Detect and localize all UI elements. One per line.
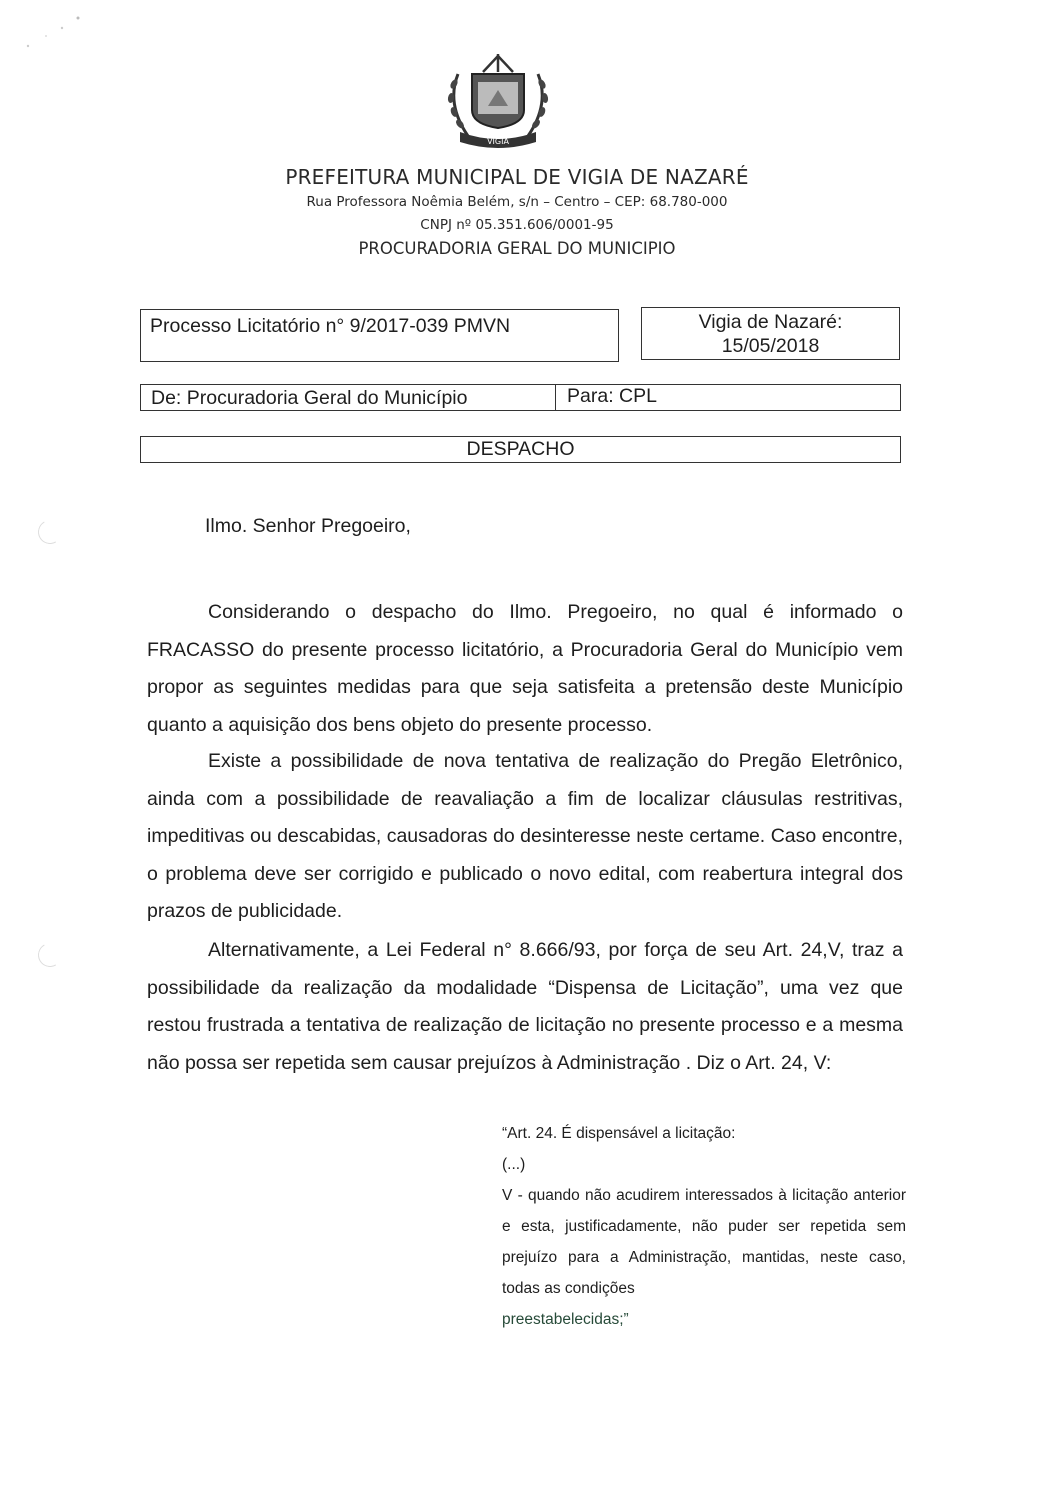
salutation: Ilmo. Senhor Pregoeiro,	[205, 515, 411, 537]
place-date-box	[641, 307, 900, 360]
field-divider	[555, 385, 556, 410]
scan-specks	[20, 10, 90, 50]
quote-line: V - quando não acudirem interessados à licitação anterior e esta, justificadamente, não puder ser repetida sem prejuízo para a Administração, mantidas, neste caso, todas as condições	[502, 1187, 906, 1297]
municipality-title: PREFEITURA MUNICIPAL DE VIGIA DE NAZARÉ	[285, 165, 749, 189]
quote-line: “Art. 24. É dispensável a licitação:	[502, 1125, 736, 1142]
from-field: De: Procuradoria Geral do Município	[151, 387, 468, 409]
punch-hole-mark	[35, 517, 64, 546]
body-paragraph	[147, 594, 903, 744]
to-field: Para: CPL	[567, 385, 657, 407]
body-paragraph-text: Alternativamente, a Lei Federal n° 8.666/93, por força de seu Art. 24,V, traz a possibilidade da realização da modalidade “Dispensa de Licitação”, uma vez que restou frustrada a tentativa de realização de licitação no presente processo e a mesma não possa ser repetida sem causar prejuízos à Administração . Diz o Art. 24, V:	[147, 939, 903, 1074]
quote-line: (...)	[502, 1156, 526, 1173]
body-paragraph	[147, 932, 903, 1082]
document-type: DESPACHO	[466, 438, 575, 460]
punch-hole-mark	[35, 940, 64, 969]
body-paragraph-text: Considerando o despacho do Ilmo. Pregoeiro, no qual é informado o FRACASSO do presente processo licitatório, a Procuradoria Geral do Município vem propor as seguintes medidas para que seja satisfeita a pretensão deste Município quanto a aquisição dos bens objeto do presente processo.	[147, 601, 903, 736]
crest-banner-text: VIGIA	[487, 137, 509, 146]
department-name: PROCURADORIA GERAL DO MUNICIPIO	[358, 239, 676, 258]
body-paragraph	[147, 743, 903, 931]
document-type-box	[140, 436, 901, 463]
municipality-address: Rua Professora Noêmia Belém, s/n – Centro – CEP: 68.780-000	[306, 194, 728, 210]
legal-quote	[502, 1118, 906, 1335]
process-number: Processo Licitatório n° 9/2017-039 PMVN	[150, 315, 511, 337]
quote-line: preestabelecidas;”	[502, 1311, 629, 1328]
document-date: 15/05/2018	[721, 335, 820, 357]
body-paragraph-text: Existe a possibilidade de nova tentativa de realização do Pregão Eletrônico, ainda com a possibilidade de reavaliação a fim de localizar cláusulas restritivas, impeditivas ou descabidas, causadoras do desinteresse neste certame. Caso encontre, o problema deve ser corrigido e publicado o novo edital, com reabertura integral dos prazos de publicidade.	[147, 750, 903, 922]
municipal-crest-logo	[438, 44, 558, 154]
place-label: Vigia de Nazaré:	[698, 311, 843, 333]
process-number-box	[140, 309, 619, 362]
municipality-cnpj: CNPJ nº 05.351.606/0001-95	[420, 217, 614, 233]
from-to-box	[140, 384, 901, 411]
